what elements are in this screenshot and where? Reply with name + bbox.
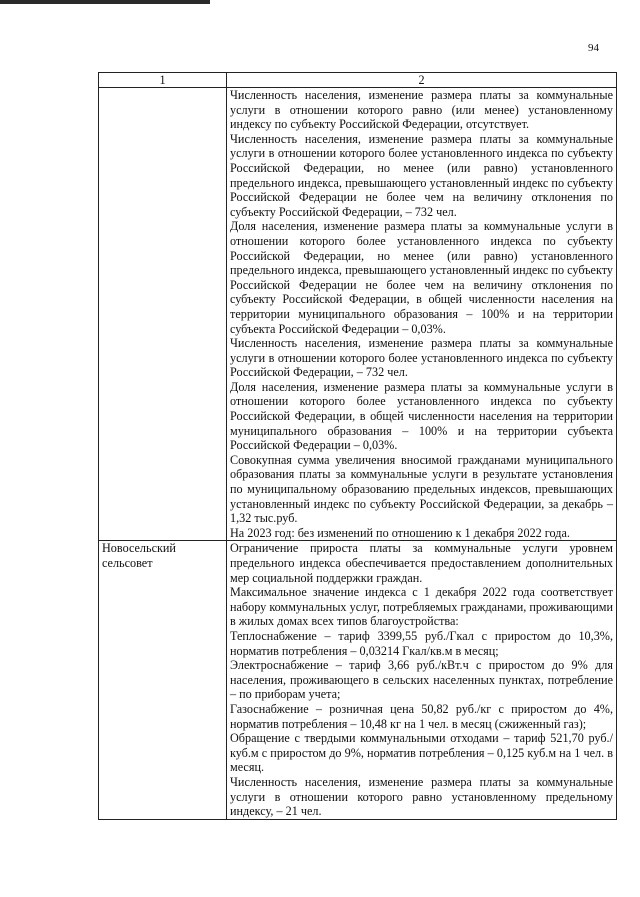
document-table <box>98 72 617 820</box>
paragraph: Доля населения, изменение размера платы за коммунальные услуги в отношении которого более установленного индекса по субъекту Российской Федерации, но менее (или равно) установленного предельного индекса, превышающего установленный индекс по субъекту Российской Федерации не более чем на величину отклонения по субъекту Российской Федерации, в общей численности населения на территории муниципального образования – 100% и на территории субъекта Российской Федерации – 0,03%. <box>230 219 613 336</box>
paragraph: Газоснабжение – розничная цена 50,82 руб./кг с приростом до 4%, норматив потребления – 10,48 кг на 1 чел. в месяц (сжиженный газ); <box>230 701 613 731</box>
paragraph: Численность населения, изменение размера платы за коммунальные услуги в отношении которого равно установленному предельному индексу, – 21 чел. <box>230 774 613 819</box>
paragraph: Максимальное значение индекса с 1 декабря 2022 года соответствует набору коммунальных услуг, потребляемых гражданами, проживающими в жилых домах всех типов благоустройства: <box>230 585 613 629</box>
paragraph: Электроснабжение – тариф 3,66 руб./кВт.ч с приростом до 9% для населения, проживающего в сельских населенных пунктах, потребление – по приборам учета; <box>230 658 613 702</box>
paragraph: Ограничение прироста платы за коммунальные услуги уровнем предельного индекса обеспечивается предоставлением дополнительных мер социальной поддержки граждан. <box>230 541 613 585</box>
column-header-1: 1 <box>99 73 227 88</box>
scan-top-border <box>0 0 210 4</box>
paragraph: Совокупная сумма увеличения вносимой гражданами муниципального образования платы за коммунальные услуги в результате установления по муниципальному образованию предельных индексов, превышающих установленный индекс по субъекту Российской Федерации, за декабрь – 1,32 тыс.руб. <box>230 452 613 526</box>
description-cell <box>227 541 617 819</box>
paragraph: Численность населения, изменение размера платы за коммунальные услуги в отношении которого более установленного индекса по субъекту Российской Федерации, но менее (или равно) установленного предельного индекса, превышающего установленный индекс по субъекту Российской Федерации не более чем на величину отклонения по субъекту Российской Федерации, – 732 чел. <box>230 131 613 219</box>
paragraph: Численность населения, изменение размера платы за коммунальные услуги в отношении которого более установленного индекса по субъекту Российской Федерации, – 732 чел. <box>230 336 613 380</box>
description-cell <box>227 88 617 541</box>
table-header-row <box>99 73 617 88</box>
column-header-2: 2 <box>227 73 617 88</box>
page-number: 94 <box>588 42 599 54</box>
table-row <box>99 541 617 819</box>
municipality-cell <box>99 88 227 541</box>
paragraph: Численность населения, изменение размера платы за коммунальные услуги в отношении которого равно (или менее) установленному индексу по субъекту Российской Федерации, отсутствует. <box>230 88 613 132</box>
paragraph: Обращение с твердыми коммунальными отходами – тариф 521,70 руб./куб.м с приростом до 9%, норматив потребления – 0,125 куб.м на 1 чел. в месяц. <box>230 731 613 775</box>
municipality-cell: Новосельский сельсовет <box>99 541 227 819</box>
paragraph: Доля населения, изменение размера платы за коммунальные услуги в отношении которого более установленного индекса по субъекту Российской Федерации, в общей численности населения на территории муниципального образования – 100% и на территории субъекта Российской Федерации – 0,03%. <box>230 379 613 453</box>
paragraph: Теплоснабжение – тариф 3399,55 руб./Гкал с приростом до 10,3%, норматив потребления – 0,03214 Гкал/кв.м в месяц; <box>230 628 613 658</box>
table-row <box>99 88 617 541</box>
paragraph: На 2023 год: без изменений по отношению к 1 декабря 2022 года. <box>230 525 570 540</box>
